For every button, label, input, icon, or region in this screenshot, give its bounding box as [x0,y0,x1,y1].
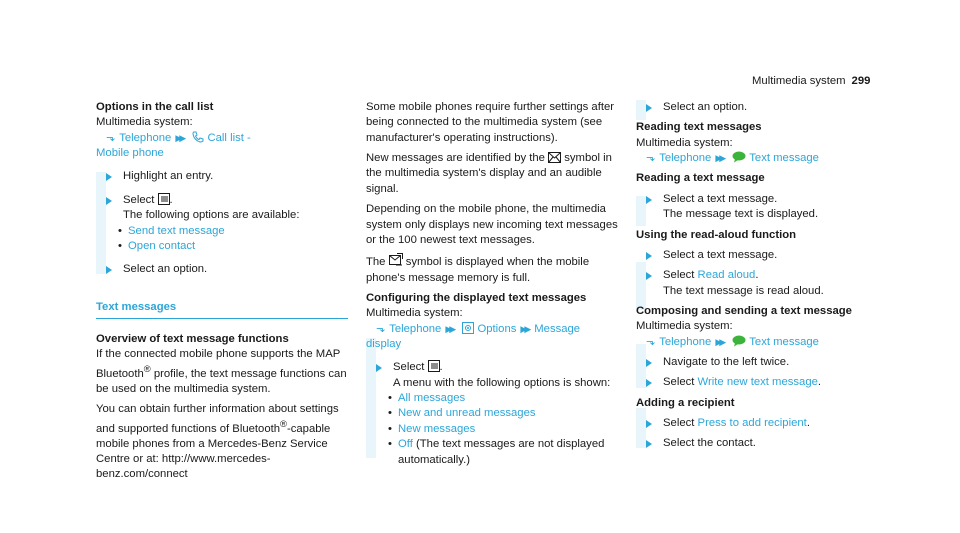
column-2 [366,100,621,468]
step-arrow-icon [106,197,112,205]
path-arrow-icon: ⬎ [376,322,386,335]
step-navigate-left: Navigate to the left twice. [636,355,891,370]
system-label: Multimedia system: [636,136,733,149]
gear-icon [462,322,474,334]
overview-heading: Overview of text message functions [96,332,289,345]
reading-heading: Reading text messages [636,121,762,134]
menu-icon [158,193,170,205]
option-new-messages[interactable]: • New messages [366,422,621,437]
compose-heading: Composing and sending a text message [636,304,852,317]
overview-paragraph-1: If the connected mobile phone supports the MAP Bluetooth® profile, the text message functions can be used on the multimedia system. [96,348,347,395]
header-title: Multimedia system [752,75,846,87]
message-bubble-icon [732,151,746,163]
system-label: Multimedia system: [366,307,463,320]
column-3 [636,100,891,452]
memory-full-paragraph: The symbol is displayed when the mobile phone's message memory is full. [366,253,621,286]
step-highlight: Highlight an entry. [96,169,351,184]
read-aloud-heading: Using the read-aloud function [636,228,797,241]
page-header [752,74,882,89]
step-arrow-icon [646,196,652,204]
chevron-double-icon: ▶▶ [715,153,724,164]
menu-path [366,322,621,337]
path-options[interactable]: Options [477,322,517,335]
option-send-text-message[interactable]: • Send text message [96,224,351,239]
system-label: Multimedia system: [96,116,193,129]
column-1 [96,100,351,483]
step-add-recipient: Select Press to add recipient. [636,416,891,431]
system-label: Multimedia system: [636,320,733,333]
step-arrow-icon [646,104,652,112]
path-display[interactable]: display [366,338,402,351]
step-read-aloud: Select Read aloud. The text message is read aloud. [636,268,891,299]
step-select-menu: Select . The following options are available: [96,193,351,224]
step-arrow-icon [646,420,652,428]
path-telephone[interactable]: Telephone [659,152,712,165]
message-bubble-icon [732,335,746,347]
step-arrow-icon [106,173,112,181]
path-arrow-icon: ⬎ [646,335,656,348]
step-select-option: Select an option. [636,100,891,115]
path-telephone[interactable]: Telephone [659,335,712,348]
phone-call-icon [192,131,204,143]
incoming-paragraph: Depending on the mobile phone, the multimedia system only displays new incoming text messages or the 100 newest text messages. [366,203,618,246]
page-number: 299 [851,75,871,87]
menu-path [636,151,891,166]
recipient-heading: Adding a recipient [636,396,735,409]
configure-heading: Configuring the displayed text messages [366,291,587,304]
add-recipient-link[interactable]: Press to add recipient [697,417,807,430]
chevron-double-icon: ▶▶ [715,336,724,347]
step-arrow-icon [646,272,652,280]
step-arrow-icon [646,252,652,260]
option-off: • Off (The text messages are not displayed automatically.) [366,437,621,468]
option-new-and-unread[interactable]: • New and unread messages [366,406,621,421]
envelope-full-icon [389,253,403,267]
write-new-link[interactable]: Write new text message [697,376,818,389]
overview-paragraph-2: You can obtain further information about settings and supported functions of Bluetooth®-capable mobile phones from a Mercedes-Benz Service Centre or at: http://www.mercedes-benz.com/connect [96,403,339,481]
option-open-contact[interactable]: • Open contact [96,239,351,254]
chevron-double-icon: ▶▶ [175,132,184,143]
path-mobile-phone[interactable]: Mobile phone [96,147,164,160]
step-select-menu: Select . A menu with the following options is shown: [366,360,621,391]
option-all-messages[interactable]: • All messages [366,391,621,406]
envelope-icon [548,152,561,163]
step-select-message: Select a text message. The message text is displayed. [636,192,891,223]
new-messages-paragraph: New messages are identified by the symbol in the multimedia system's display and an audible signal. [366,152,612,195]
chevron-double-icon: ▶▶ [520,323,529,334]
path-message[interactable]: Message [534,322,581,335]
menu-icon [428,360,440,372]
step-arrow-icon [646,379,652,387]
menu-path [636,335,891,350]
chevron-double-icon: ▶▶ [445,323,454,334]
step-select-message: Select a text message. [636,248,891,263]
option-off-label[interactable]: Off [398,438,413,451]
settings-paragraph: Some mobile phones require further settings after being connected to the multimedia system (see manufacturer's operating instructions). [366,101,615,144]
step-arrow-icon [106,266,112,274]
section-title-text-messages: Text messages [96,300,348,319]
path-telephone[interactable]: Telephone [119,131,172,144]
path-text-message[interactable]: Text message [749,335,819,348]
path-arrow-icon: ⬎ [646,152,656,165]
call-list-heading: Options in the call list [96,101,214,113]
step-select-option: Select an option. [96,262,351,277]
path-telephone[interactable]: Telephone [389,322,442,335]
step-write-new: Select Write new text message. [636,375,891,390]
step-arrow-icon [646,440,652,448]
step-select-contact: Select the contact. [636,436,891,451]
path-arrow-icon: ⬎ [106,131,116,144]
step-arrow-icon [646,359,652,367]
step-arrow-icon [376,364,382,372]
menu-path [96,131,351,146]
read-aloud-link[interactable]: Read aloud [697,269,756,282]
path-text-message[interactable]: Text message [749,152,819,165]
path-call-list[interactable]: Call list - [207,131,251,144]
reading-one-heading: Reading a text message [636,172,765,185]
